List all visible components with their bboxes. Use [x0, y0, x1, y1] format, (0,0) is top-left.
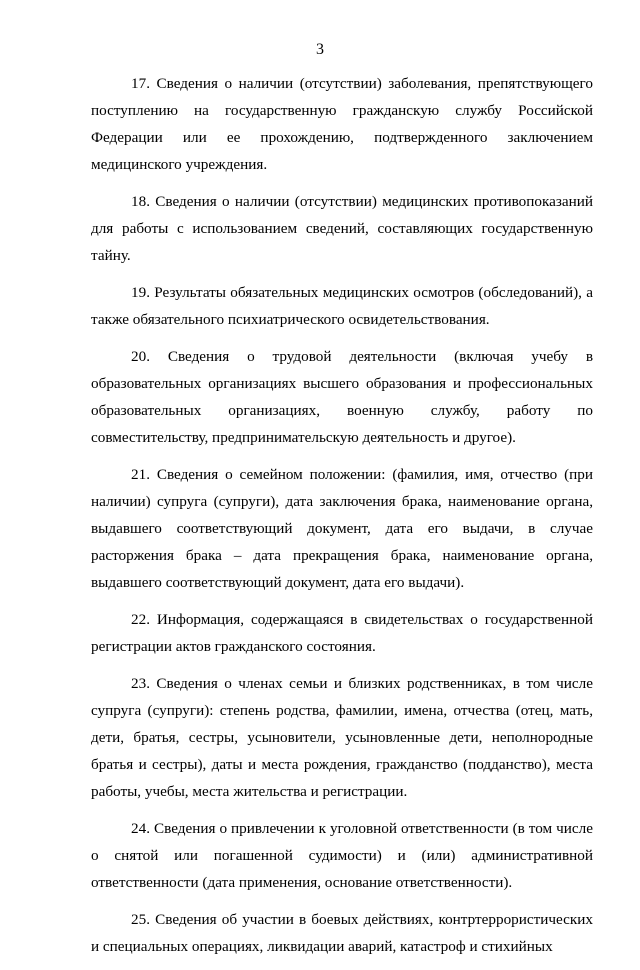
paragraph-17: 17. Сведения о наличии (отсутствии) заболевания, препятствующего поступлению на государственную гражданскую службу Российской Федерации или ее прохождению, подтвержденного заключением медицинского учреждения.: [91, 75, 593, 173]
page-number: 3: [316, 41, 324, 58]
paragraph-19: 19. Результаты обязательных медицинских осмотров (обследований), а также обязательного психиатрического освидетельствования.: [91, 284, 593, 328]
paragraph-23: 23. Сведения о членах семьи и близких родственниках, в том числе супруга (супруги): степень родства, фамилии, имена, отчества (отец, мать, дети, братья, сестры, усыновители, усыновленные дети, неполнородные братья и сестры), даты и места рождения, гражданство (подданство), места работы, учебы, места жительства и регистрации.: [91, 675, 593, 800]
paragraph-25: 25. Сведения об участии в боевых действиях, контртеррористических и специальных операциях, ликвидации аварий, катастроф и стихийных: [91, 911, 593, 955]
paragraph-21: 21. Сведения о семейном положении: (фамилия, имя, отчество (при наличии) супруга (супруги), дата заключения брака, наименование органа, выдавшего соответствующий документ, дата его выдачи, в случае расторжения брака – дата прекращения брака, наименование органа, выдавшего соответствующий документ, дата его выдачи).: [91, 466, 593, 591]
paragraph-24: 24. Сведения о привлечении к уголовной ответственности (в том числе о снятой или погашенной судимости) и (или) административной ответственности (дата применения, основание ответственности).: [91, 820, 593, 891]
document-body: [91, 70, 593, 970]
paragraph-20: 20. Сведения о трудовой деятельности (включая учебу в образовательных организациях высшего образования и профессиональных образовательных организациях, военную службу, работу по совместительству, предпринимательскую деятельность и другое).: [91, 348, 593, 446]
paragraph-22: 22. Информация, содержащаяся в свидетельствах о государственной регистрации актов гражданского состояния.: [91, 611, 593, 655]
paragraph-18: 18. Сведения о наличии (отсутствии) медицинских противопоказаний для работы с использованием сведений, составляющих государственную тайну.: [91, 193, 593, 264]
